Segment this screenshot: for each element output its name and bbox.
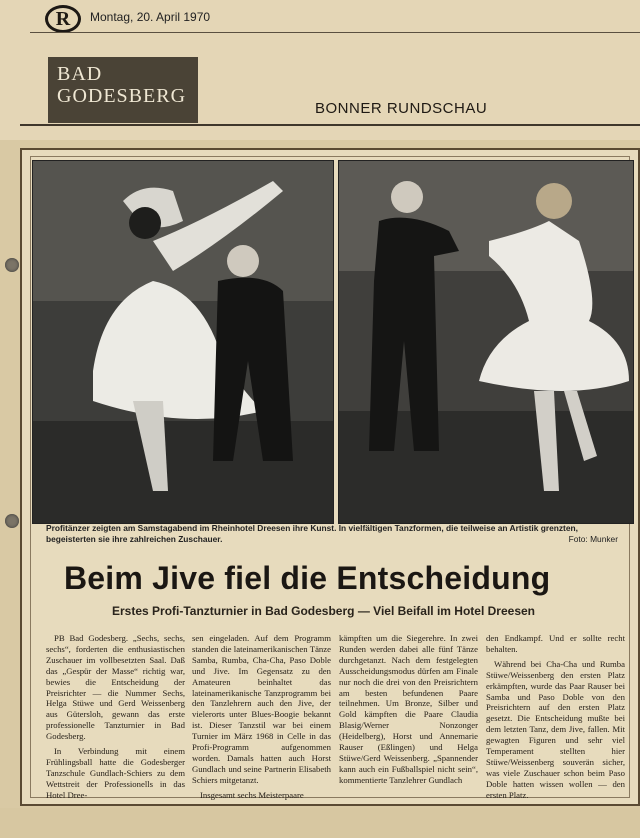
paragraph: Insgesamt sechs Meisterpaare	[200, 789, 304, 800]
newspaper-name: BONNER RUNDSCHAU	[315, 100, 488, 117]
section-rule	[20, 124, 640, 126]
binder-hole-bottom	[5, 514, 19, 528]
header-rule	[30, 32, 640, 33]
dance-photo-left	[32, 160, 334, 524]
dance-photo-right	[338, 160, 634, 524]
article-column-2	[192, 633, 331, 805]
page-bottom-edge	[0, 808, 640, 838]
photo-caption-text: Profitänzer zeigten am Samstagabend im Rheinhotel Dreesen ihre Kunst. In vielfältigen Tanzformen, die teilweise an Artistik grenzten, begeisterten sie ihre zahlreichen Zuschauer.	[46, 523, 578, 544]
paragraph: kämpften um die Siegerehre. In zwei Runden werden dabei alle fünf Tänze durchgetanzt. Nach dem festgelegten Ausscheidungsmodus dürfen am Finale nur noch die drei von den Preisrichtern am besten befundenen Paare teilnehmen. Um Bronze, Silber und Gold kämpften die Paare Claudia Blasig/Werner Nonzonger (Heidelberg), Horst und Annemarie Rauser (Eßlingen) und Helga Stüwe/Gerd Weissenberg. „Spannender kann auch ein Fußballspiel nicht sein“, kommentierte Tanzlehrer Gundlach	[339, 633, 478, 785]
photo-credit: Foto: Munker	[568, 534, 618, 544]
binder-hole-top	[5, 258, 19, 272]
section-city-box	[48, 57, 198, 123]
article-headline: Beim Jive fiel die Entscheidung	[64, 560, 551, 596]
article-column-1	[46, 633, 185, 805]
article-column-3	[339, 633, 478, 790]
paragraph: Während bei Cha-Cha und Rumba Stüwe/Weissenberg den ersten Platz erkämpften, wurde das Paar Rauser bei Samba und Paso Doble von den Preisrichtern auf den ersten Platz gesetzt. Die Entscheidung mußte bei dem letzten Tanz, dem Jive, fallen. Mit gewagten Figuren und sehr viel Temperament stellten hier Stüwe/Weissenberg souverän sicher, was viele Zuschauer schon beim Paso Doble hatten wissen wollen — den ersten Platz.	[486, 658, 625, 800]
dance-couple-right-illustration	[339, 161, 633, 523]
paragraph: sen eingeladen. Auf dem Programm standen die lateinamerikanischen Tänze Samba, Rumba, Cha-Cha, Paso Doble und Jive. Im Gegensatz zu den Amateuren beinhaltet das lateinamerikanische Tanzprogramm bei den Tanzlehrern auch den Jive, der vielerorts unter Blues-Boogie bekannt ist. Dieser Tanzstil war bei einem Turnier im März 1968 in Celle in das Profi-Programm aufgenommen worden. Damals hatten auch Horst Gundlach und seine Partnerin Elisabeth Schiers mitgetanzt.	[192, 633, 331, 785]
article-subheadline: Erstes Profi-Tanzturnier in Bad Godesberg — Viel Beifall im Hotel Dreesen	[112, 604, 535, 618]
paragraph: In Verbindung mit einem Frühlingsball hatte die Godesberger Tanzschule Gundlach-Schiers zu dem Wettstreit der Professionells in das Hotel Dree-	[46, 746, 185, 800]
paragraph: den Endkampf. Und er sollte recht behalten.	[486, 633, 625, 654]
photo-caption	[46, 523, 624, 545]
newspaper-logo: R	[45, 5, 81, 33]
article-body	[46, 633, 626, 801]
dance-couple-left-illustration	[33, 161, 333, 523]
paragraph: PB Bad Godesberg. „Sechs, sechs, sechs“, forderten die enthusiastischen Zuschauer im vollbesetzten Saal. Daß das „Gespür der Masse“ richtig war, bewies die Entscheidung der Preisrichter — die Nummer Sechs, Helga Stüwe und Gerd Weissenberg aus Gütersloh, gewann das erste professionelle Tanzturnier in Bad Godesberg.	[46, 633, 185, 742]
publication-date: Montag, 20. April 1970	[90, 10, 211, 24]
section-city-label: BAD GODESBERG	[57, 63, 187, 107]
article-column-4	[486, 633, 625, 805]
